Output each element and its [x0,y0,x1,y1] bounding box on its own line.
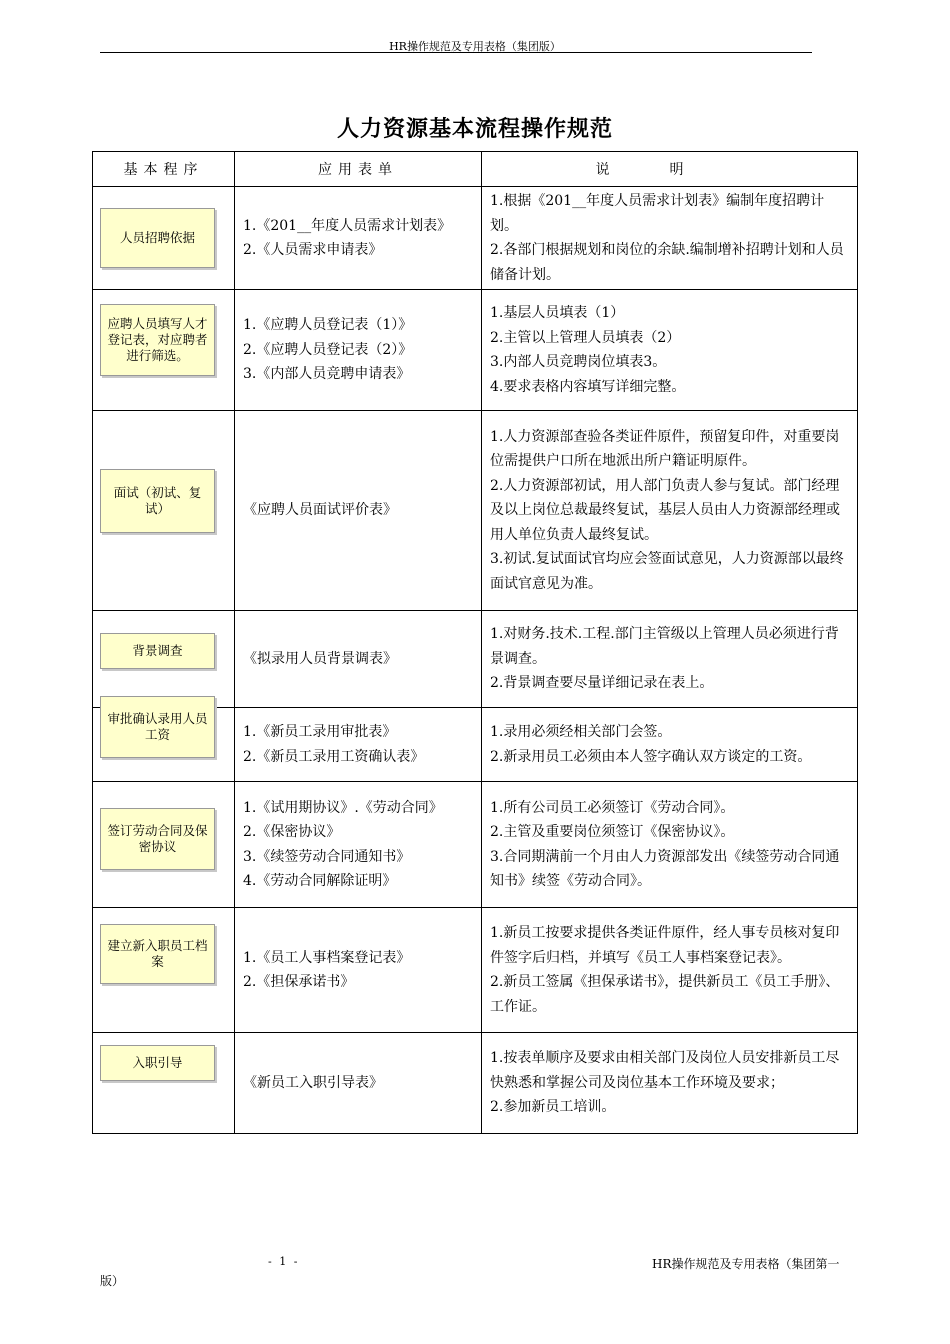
forms-cell [235,290,482,411]
forms-cell [235,411,482,611]
form-item: 2.《应聘人员登记表（2）》 [243,341,413,358]
step-box: 审批确认录用人员工资 [100,696,215,758]
notes-cell [482,290,858,411]
table-row [93,1033,858,1134]
step-cell [93,290,235,411]
note-item: 2.主管及重要岗位须签订《保密协议》。 [490,824,735,840]
note-item: 1.基层人员填表（1） [490,305,625,321]
step-box: 背景调查 [100,633,215,669]
column-header-forms: 应用表单 [235,152,482,187]
form-item: 1.《员工人事档案登记表》 [243,949,411,966]
form-item: 1.《201__年度人员需求计划表》 [243,217,452,234]
table-row [93,611,858,708]
form-item: 2.《保密协议》 [243,824,341,840]
step-cell [93,908,235,1033]
note-item: 1.按表单顺序及要求由相关部门及岗位人员安排新员工尽快熟悉和掌握公司及岗位基本工作环境及要求； [490,1050,840,1091]
form-item: 1.《应聘人员登记表（1）》 [243,317,413,334]
step-box: 签订劳动合同及保密协议 [100,808,215,870]
note-item: 2.各部门根据规划和岗位的余缺.编制增补招聘计划和人员储备计划。 [490,242,844,283]
step-box: 应聘人员填写人才登记表，对应聘者进行筛选。 [100,304,215,376]
form-item: 3.《内部人员竞聘申请表》 [243,366,411,383]
note-item: 2.新录用员工必须由本人签字确认双方谈定的工资。 [490,748,812,765]
header-rule [100,52,812,53]
step-cell [93,187,235,290]
forms-cell [235,908,482,1033]
notes-cell [482,1033,858,1134]
step-cell [93,708,235,782]
note-item: 2.人力资源部初试，用人部门负责人参与复试。部门经理及以上岗位总裁最终复试，基层人员由人力资源部经理或用人单位负责人最终复试。 [490,477,840,543]
note-item: 1.根据《201__年度人员需求计划表》编制年度招聘计划。 [490,193,825,234]
note-item: 1.对财务.技术.工程.部门主管级以上管理人员必须进行背景调查。 [490,626,839,667]
note-item: 3.合同期满前一个月由人力资源部发出《续签劳动合同通知书》续签《劳动合同》。 [490,848,840,889]
step-cell [93,1033,235,1134]
notes-cell [482,611,858,708]
document-title: 人力资源基本流程操作规范 [336,117,613,142]
forms-cell [235,187,482,290]
form-item: 《新员工入职引导表》 [243,1074,383,1091]
forms-cell [235,1033,482,1134]
table-row [93,708,858,782]
note-item: 1.人力资源部查验各类证件原件，预留复印件，对重要岗位需提供户口所在地派出所户籍证明原件。 [490,428,840,470]
step-cell [93,411,235,611]
forms-cell [235,708,482,782]
notes-cell [482,908,858,1033]
form-item: 2.《新员工录用工资确认表》 [243,748,425,765]
step-box: 面试（初试、复试） [100,469,215,533]
page-number: - 1 - [268,1255,300,1268]
note-item: 2.背景调查要尽量详细记录在表上。 [490,675,714,692]
note-item: 3.内部人员竞聘岗位填表3。 [490,354,667,370]
forms-cell [235,782,482,908]
form-item: 1.《新员工录用审批表》 [243,724,397,740]
notes-cell [482,708,858,782]
note-item: 3.初试.复试面试官均应会签面试意见，人力资源部以最终面试官意见为准。 [490,551,844,592]
note-item: 2.新员工签属《担保承诺书》，提供新员工《员工手册》、工作证。 [490,974,840,1015]
table-row [93,411,858,611]
note-item: 4.要求表格内容填写详细完整。 [490,378,686,395]
step-cell [93,782,235,908]
notes-cell [482,187,858,290]
step-box: 入职引导 [100,1045,215,1081]
form-item: 3.《续签劳动合同通知书》 [243,848,411,865]
step-cell [93,611,235,708]
column-header-step: 基本程序 [93,152,235,187]
forms-cell [235,611,482,708]
note-item: 2.主管以上管理人员填表（2） [490,329,681,346]
step-box: 人员招聘依据 [100,208,215,268]
form-item: 4.《劳动合同解除证明》 [243,873,397,889]
notes-cell [482,782,858,908]
form-item: 2.《人员需求申请表》 [243,242,383,258]
note-item: 1.录用必须经相关部门会签。 [490,724,672,740]
process-table [92,151,858,1134]
form-item: 《拟录用人员背景调表》 [243,650,397,667]
note-item: 2.参加新员工培训。 [490,1099,616,1116]
table-row [93,908,858,1033]
running-header: HR操作规范及专用表格（集团版） [389,40,561,53]
form-item: 1.《试用期协议》.《劳动合同》 [243,799,443,816]
form-item: 《应聘人员面试评价表》 [243,502,397,519]
note-item: 1.新员工按要求提供各类证件原件，经人事专员核对复印件签字后归档，并填写《员工人事档案登记表》。 [490,925,840,966]
table-row [93,782,858,908]
step-box: 建立新入职员工档案 [100,924,215,984]
table-header-row [93,152,858,187]
form-item: 2.《担保承诺书》 [243,974,355,990]
notes-cell [482,411,858,611]
note-item: 1.所有公司员工必须签订《劳动合同》。 [490,799,735,816]
footer-doc-name-wrap: 版） [100,1274,125,1288]
table-row [93,187,858,290]
column-header-notes: 说明 [482,152,858,187]
table-row [93,290,858,411]
footer-doc-name: HR操作规范及专用表格（集团第一 [652,1257,840,1271]
